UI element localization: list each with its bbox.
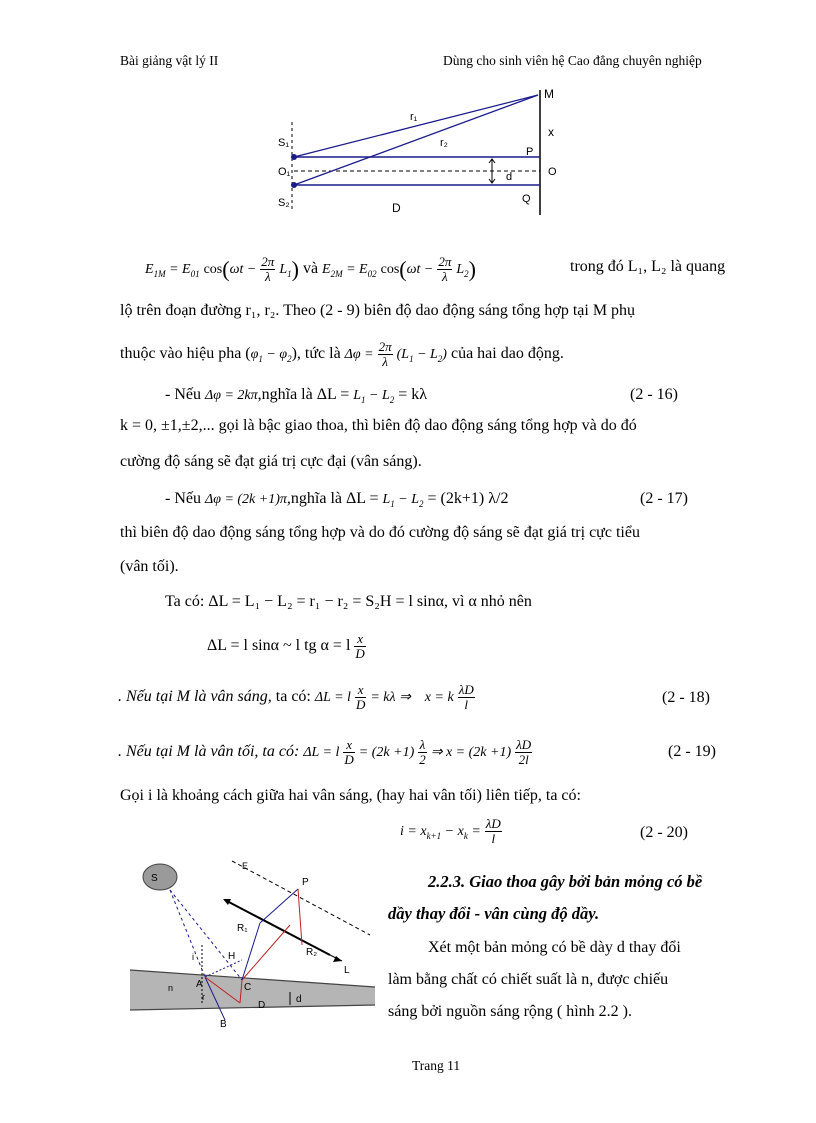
case-dark: - Nếu Δφ = (2k +1)π,nghĩa là $\Delta L = L_1 - L_2 = (2k+1)$ λ/2 bbox=[165, 490, 509, 509]
label-O1: O₁ bbox=[278, 166, 291, 178]
fig2-label-r: r bbox=[202, 992, 205, 1002]
field-equations: $E_{1M} = E_{01}$ cos(ωt − $\frac{2\pi}{\lambda}$ $L_1$) và $E_{2M} = E_{02}$ cos(ωt − $\frac{2\pi}{\lambda}$ $L_2$) bbox=[145, 254, 476, 284]
ray-r1 bbox=[294, 95, 538, 157]
section-text-1: Xét một bản mỏng có bề dày d thay đổi bbox=[428, 939, 681, 956]
label-S1: S₁ bbox=[278, 137, 290, 149]
bright-fringe-condition: . Nếu tại M là vân sáng, ta có: ΔL = l $\frac{x}{D}$ = kλ ⇒ x = k $\frac{\lambda D}{l}$ bbox=[118, 682, 474, 712]
fig2-label-R2: R₂ bbox=[306, 947, 318, 958]
fig2-label-B: B bbox=[220, 1019, 227, 1030]
paragraph-2: thuộc vào hiệu pha $(\varphi_1 - \varphi_2)$, tức là Δφ = $\frac{2\pi}{\lambda}$ $(L_1 - L_2)$ của hai dao động. bbox=[120, 339, 564, 369]
label-O: O bbox=[548, 166, 557, 178]
fig2-label-d: d bbox=[296, 994, 302, 1005]
label-Q: Q bbox=[522, 193, 531, 205]
label-r1: r₁ bbox=[410, 111, 418, 123]
fig2-label-H: H bbox=[228, 951, 236, 962]
section-heading-line1: 2.2.3. Giao thoa gây bởi bản mỏng có bề bbox=[428, 872, 703, 891]
label-D: D bbox=[392, 201, 401, 215]
label-d: d bbox=[506, 171, 513, 183]
word-and: và bbox=[302, 260, 319, 278]
label-r2: r₂ bbox=[440, 137, 448, 149]
ray-to-A bbox=[170, 890, 205, 977]
label-S2: S₂ bbox=[278, 197, 290, 209]
paragraph-5: thì biên độ dao động sáng tổng hợp và do đó cường độ sáng sẽ đạt giá trị cực tiểu bbox=[120, 524, 640, 541]
eq-tag-2-19: (2 - 19) bbox=[668, 743, 716, 760]
eq-tag-2-20: (2 - 20) bbox=[640, 824, 688, 841]
fig2-label-P: P bbox=[302, 877, 309, 888]
label-x: x bbox=[548, 125, 554, 139]
source-S1 bbox=[291, 154, 297, 160]
thin-film-figure bbox=[130, 855, 380, 1030]
source-S2 bbox=[291, 182, 297, 188]
eq-tag-2-16: (2 - 16) bbox=[630, 386, 678, 403]
screen-E bbox=[232, 861, 370, 935]
fig2-label-E: E bbox=[242, 861, 249, 871]
source-S bbox=[143, 864, 177, 890]
section-heading-line2: dầy thay đổi - vân cùng độ dầy. bbox=[388, 904, 600, 923]
dark-fringe-condition: . Nếu tại M là vân tối, ta có: ΔL = l $\frac{x}{D}$ = (2k +1) $\frac{\lambda}{2}$ ⇒ x = (2k +1) $\frac{\lambda D}{2l}$ bbox=[118, 737, 532, 767]
label-M: M bbox=[544, 87, 554, 101]
section-text-2: làm bằng chất có chiết suất là n, được chiếu bbox=[388, 971, 669, 988]
fig2-label-A: A bbox=[196, 979, 203, 990]
paragraph-3: k = 0, ±1,±2,... gọi là bậc giao thoa, thì biên độ dao động sáng tổng hợp và do đó bbox=[120, 417, 637, 434]
label-P: P bbox=[526, 146, 534, 158]
fig2-label-S: S bbox=[151, 873, 158, 884]
path-difference: ΔL = l sinα ~ l tg α = l $\frac{x}{D}$ bbox=[207, 631, 365, 661]
page-number: Trang 11 bbox=[412, 1058, 461, 1073]
section-text-3: sáng bởi nguồn sáng rộng ( hình 2.2 ). bbox=[388, 1003, 632, 1020]
ray-C-R2 bbox=[242, 925, 290, 980]
fig2-label-R1: R₁ bbox=[237, 923, 248, 934]
header-left: Bài giảng vật lý II bbox=[120, 53, 219, 68]
fig2-label-i: i bbox=[192, 952, 194, 962]
paragraph-4: cường độ sáng sẽ đạt giá trị cực đại (vân sáng). bbox=[120, 453, 422, 470]
eq-tag-2-18: (2 - 18) bbox=[662, 689, 710, 706]
fig2-label-C: C bbox=[244, 982, 252, 993]
thin-film-plate bbox=[130, 970, 375, 1010]
fringe-spacing: $i = x_{k+1} - x_k$ = $\frac{\lambda D}{l}$ bbox=[400, 816, 501, 846]
double-slit-figure bbox=[270, 80, 570, 220]
eq-tag-2-17: (2 - 17) bbox=[640, 490, 688, 507]
field-eq-tail: trong đó L₁, L₂ là quang bbox=[570, 258, 726, 275]
fig2-label-n: n bbox=[168, 983, 174, 993]
fig2-label-L: L bbox=[344, 965, 350, 976]
header-right: Dùng cho sinh viên hệ Cao đẳng chuyên nghiệp bbox=[443, 53, 702, 68]
case-bright: - Nếu Δφ = 2kπ,nghĩa là $\Delta L = L_1 - L_2 = k\lambda$ bbox=[165, 386, 428, 405]
paragraph-6: (vân tối). bbox=[120, 558, 179, 575]
paragraph-7: Ta có: ΔL = L₁ − L₂ = r₁ − r₂ = S₂H = l sinα, vì α nhỏ nên bbox=[165, 593, 532, 610]
ray-R1-P bbox=[260, 889, 298, 923]
fig2-label-D: D bbox=[258, 1000, 266, 1011]
paragraph-1: lộ trên đoạn đường r₁, r₂. Theo (2 - 9) biên độ dao động sáng tổng hợp tại M phụ bbox=[120, 302, 636, 319]
paragraph-9: Gọi i là khoảng cách giữa hai vân sáng, (hay hai vân tối) liên tiếp, ta có: bbox=[120, 787, 581, 804]
